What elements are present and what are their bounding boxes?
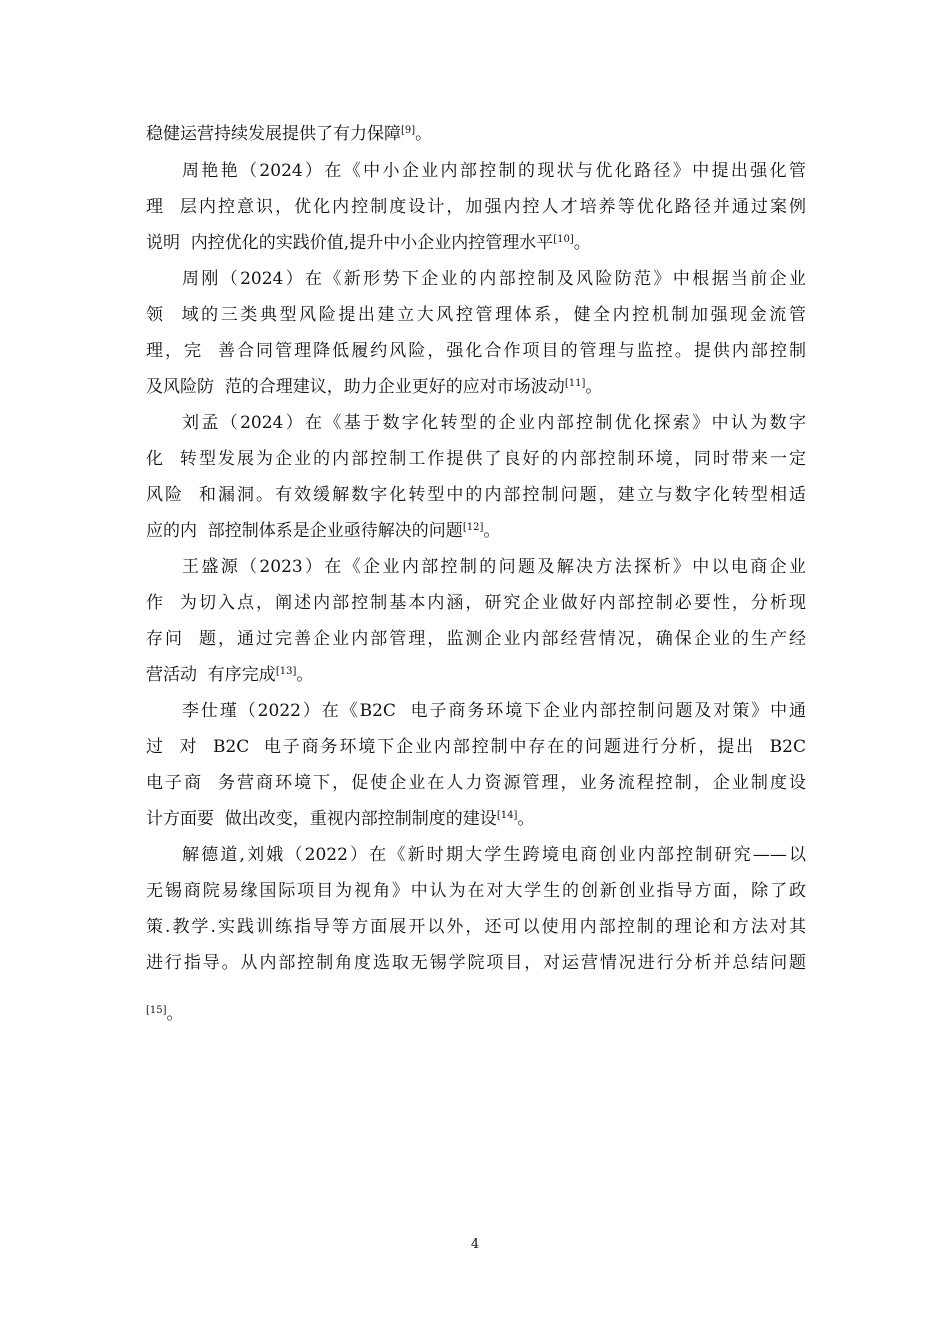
paragraph-first-line: 王盛源（2023）在《企业内部控制的问题及解决方法探析》中以电商企业 [182,557,806,577]
paragraph-first-line: 刘孟（2024）在《基于数字化转型的企业内部控制优化探索》中认为数字 [182,413,806,433]
citation-ref: [12] [462,522,484,533]
text-line: 存问 题，通过完善企业内部管理，监测企业内部经营情况，确保企业的生产经 [146,629,806,649]
text-line: 过 对 B2C 电子商务环境下企业内部控制中存在的问题进行分析，提出 B2C [146,737,806,757]
text-line: 化 转型发展为企业的内部控制工作提供了良好的内部控制环境，同时带来一定 [146,449,806,469]
text-line: 领 域的三类典型风险提出建立大风控管理体系，健全内控机制加强现金流管 [146,305,806,325]
text-line: 风险 和漏洞。有效缓解数字化转型中的内部控制问题，建立与数字化转型相适 [146,485,806,505]
citation-ref: [9] [401,125,416,136]
paragraph-first-line: 周刚（2024）在《新形势下企业的内部控制及风险防范》中根据当前企业 [182,269,806,289]
text-line: 进行指导。从内部控制角度选取无锡学院项目，对运营情况进行分析并总结问题 [146,953,806,973]
text-line: 说明 内控优化的实践价值,提升中小企业内控管理水平[10]。 [146,233,591,253]
paragraph-first-line: 周艳艳（2024）在《中小企业内部控制的现状与优化路径》中提出强化管 [182,161,806,181]
citation-ref: [13] [275,666,297,677]
citation-ref: [11] [564,378,586,389]
paragraph-first-line: 解德道,刘娥（2022）在《新时期大学生跨境电商创业内部控制研究——以 [182,845,806,865]
page-number: 4 [470,1237,480,1252]
citation-ref: [15] [146,1005,167,1016]
text-line: 电子商 务营商环境下，促使企业在人力资源管理，业务流程控制，企业制度设 [146,773,806,793]
citation-ref: [10] [553,234,574,245]
citation-ref: [14] [496,810,518,821]
text-line: 营活动 有序完成[13]。 [146,665,314,685]
paragraph-first-line: 李仕瑾（2022）在《B2C 电子商务环境下企业内部控制问题及对策》中通 [182,701,806,721]
text-line: 稳健运营持续发展提供了有力保障[9]。 [146,124,433,144]
text-line: 理 层内控意识，优化内控制度设计，加强内控人才培养等优化路径并通过案例 [146,197,806,217]
text-line: 策.教学.实践训练指导等方面展开以外，还可以使用内部控制的理论和方法对其 [146,917,806,937]
text-line: 及风险防 范的合理建议，助力企业更好的应对市场波动[11]。 [146,377,603,397]
text-line: 作 为切入点，阐述内部控制基本内涵，研究企业做好内部控制必要性，分析现 [146,593,806,613]
text-line: 计方面要 做出改变，重视内部控制制度的建设[14]。 [146,809,535,829]
text-line: [15]。 [146,1004,184,1024]
text-line: 应的内 部控制体系是企业亟待解决的问题[12]。 [146,521,501,541]
text-line: 无锡商院易缘国际项目为视角》中认为在对大学生的创新创业指导方面，除了政 [146,881,806,901]
text-line: 理，完 善合同管理降低履约风险，强化合作项目的管理与监控。提供内部控制 [146,341,806,361]
